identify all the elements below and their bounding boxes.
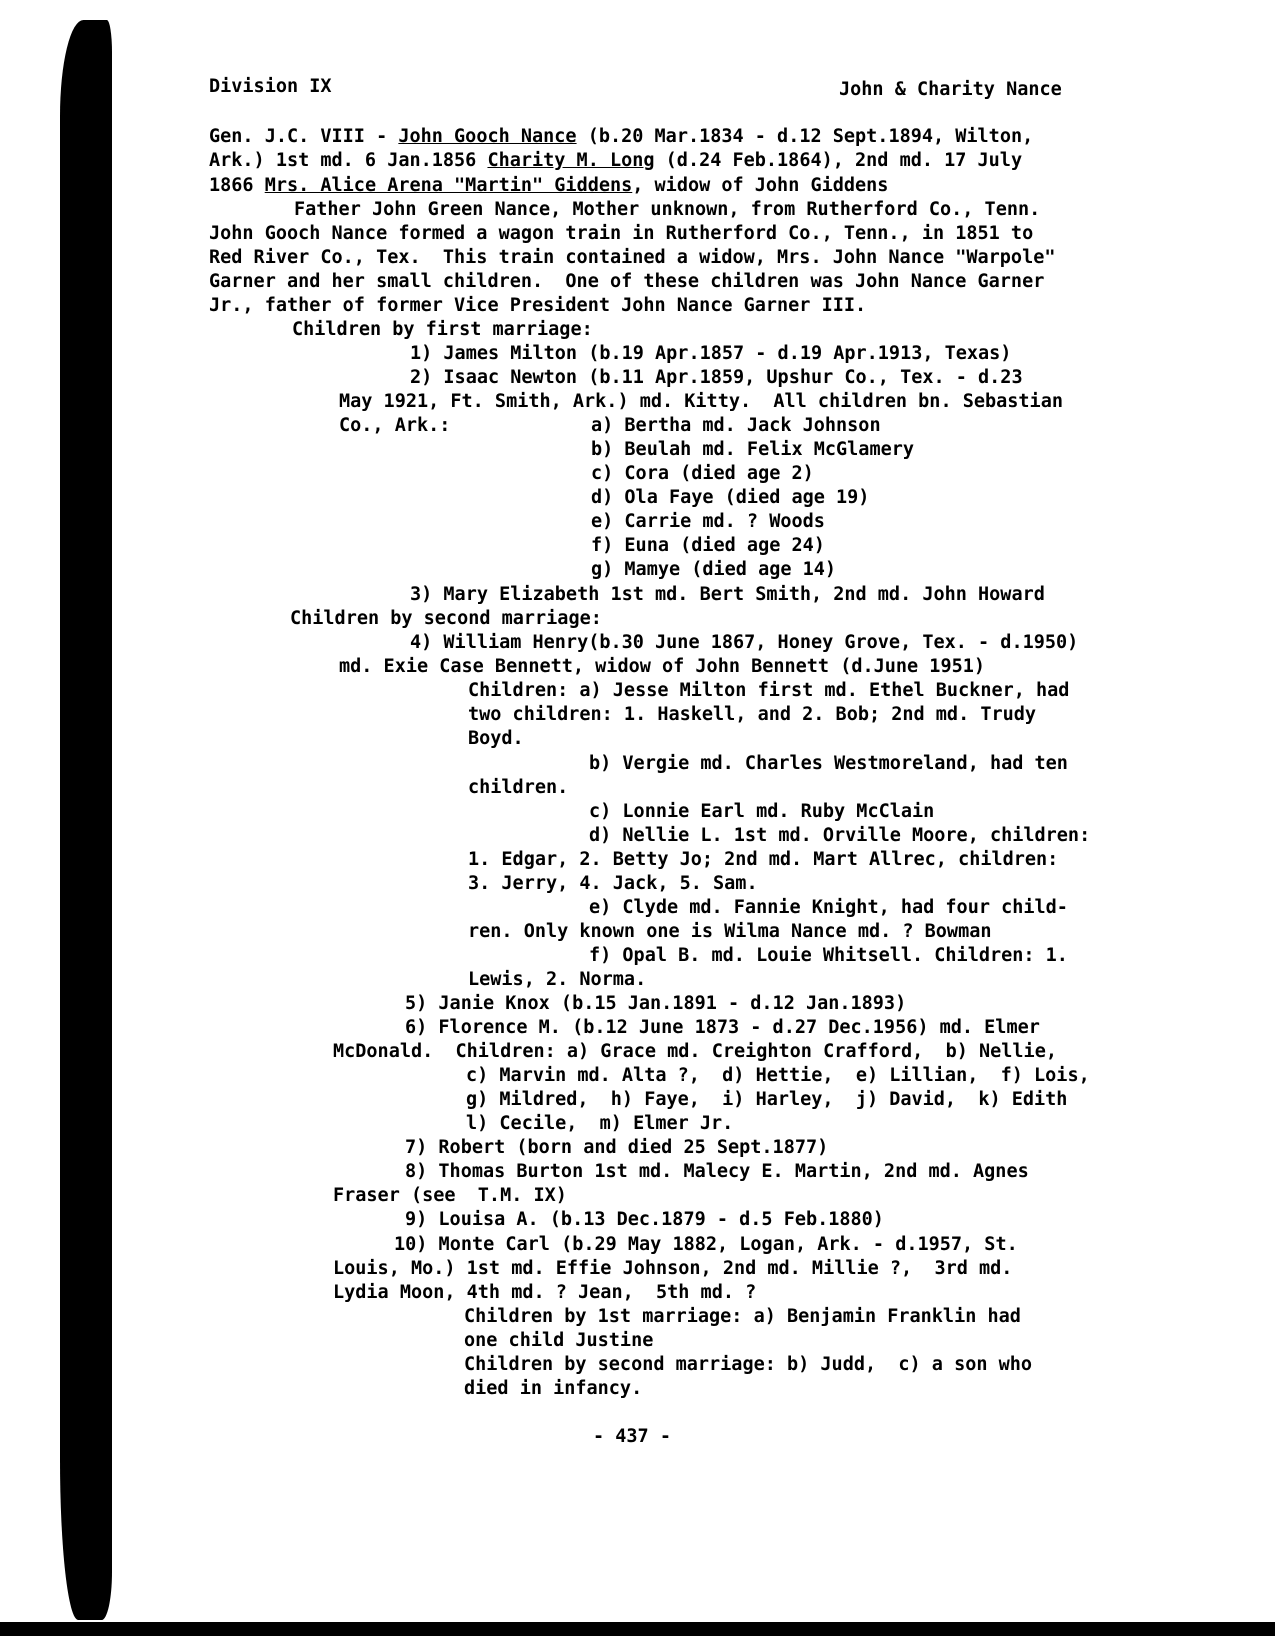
text-line: Boyd. [468, 728, 524, 749]
first-spouse-name: Charity M. Long [487, 150, 655, 171]
grandchild-entry: c) Cora (died age 2) [591, 463, 814, 484]
text-line: md. Exie Case Bennett, widow of John Bennett (d.June 1951) [339, 656, 986, 677]
division-heading: Division IX [209, 76, 332, 97]
text-line: g) Mildred, h) Faye, i) Harley, j) David, k) Edith [466, 1089, 1068, 1110]
text-line: Children by second marriage: b) Judd, c) a son who [464, 1354, 1033, 1375]
grandchild-entry: d) Ola Faye (died age 19) [591, 487, 870, 508]
text-line: McDonald. Children: a) Grace md. Creighton Crafford, b) Nellie, [333, 1041, 1057, 1062]
text-line: Jr., father of former Vice President John Nance Garner III. [209, 295, 867, 316]
text-line: Lewis, 2. Norma. [468, 969, 647, 990]
text-line: Co., Ark.: [339, 415, 451, 436]
text-line: ren. Only known one is Wilma Nance md. ? Bowman [468, 921, 992, 942]
grandchild-entry: b) Vergie md. Charles Westmoreland, had ten [589, 753, 1068, 774]
text-line: Louis, Mo.) 1st md. Effie Johnson, 2nd md. Millie ?, 3rd md. [333, 1258, 1013, 1279]
child-entry: 9) Louisa A. (b.13 Dec.1879 - d.5 Feb.1880) [405, 1209, 884, 1230]
grandchild-entry: g) Mamye (died age 14) [591, 559, 837, 580]
birth-death-info: (b.20 Mar.1834 - d.12 Sept.1894, Wilton, [576, 126, 1034, 147]
child-entry: 3) Mary Elizabeth 1st md. Bert Smith, 2nd md. John Howard [410, 584, 1045, 605]
entry-line-1 [209, 128, 1033, 147]
text-line: Children by 1st marriage: a) Benjamin Franklin had [464, 1306, 1021, 1327]
text-line: Garner and her small children. One of these children was John Nance Garner [209, 271, 1045, 292]
entry-line-2 [209, 152, 1022, 171]
text-line: c) Marvin md. Alta ?, d) Hettie, e) Lillian, f) Lois, [466, 1065, 1090, 1086]
second-marriage-year: 1866 [209, 175, 265, 196]
child-entry: 10) Monte Carl (b.29 May 1882, Logan, Ark. - d.1957, St. [394, 1234, 1018, 1255]
section-heading: Children by first marriage: [292, 319, 593, 340]
text-line: two children: 1. Haskell, and 2. Bob; 2nd md. Trudy [468, 704, 1037, 725]
text-line: John Gooch Nance formed a wagon train in Rutherford Co., Tenn., in 1851 to [209, 223, 1034, 244]
page-number: - 437 - [593, 1426, 671, 1447]
entry-line-3 [209, 177, 888, 196]
text-line: l) Cecile, m) Elmer Jr. [466, 1113, 734, 1134]
family-heading: John & Charity Nance [839, 79, 1062, 100]
child-entry: 2) Isaac Newton (b.11 Apr.1859, Upshur Co., Tex. - d.23 [410, 367, 1023, 388]
grandchild-entry: a) Bertha md. Jack Johnson [591, 415, 881, 436]
child-entry: 4) William Henry(b.30 June 1867, Honey Grove, Tex. - d.1950) [410, 632, 1079, 653]
child-entry: 1) James Milton (b.19 Apr.1857 - d.19 Apr.1913, Texas) [410, 343, 1012, 364]
primary-person-name: John Gooch Nance [398, 126, 577, 147]
grandchild-entry: c) Lonnie Earl md. Ruby McClain [589, 801, 935, 822]
scan-edge-shadow [60, 20, 112, 1620]
section-heading: Children by second marriage: [290, 608, 602, 629]
text-line: May 1921, Ft. Smith, Ark.) md. Kitty. All children bn. Sebastian [339, 391, 1063, 412]
child-entry: 5) Janie Knox (b.15 Jan.1891 - d.12 Jan.1893) [405, 993, 907, 1014]
grandchild-entry: f) Opal B. md. Louie Whitsell. Children: 1. [589, 945, 1068, 966]
text-line: children. [468, 777, 569, 798]
child-entry: 6) Florence M. (b.12 June 1873 - d.27 Dec.1956) md. Elmer [405, 1017, 1040, 1038]
text-line: Fraser (see T.M. IX) [333, 1185, 567, 1206]
second-marriage-info: (d.24 Feb.1864), 2nd md. 17 July [654, 150, 1023, 171]
text-line: Lydia Moon, 4th md. ? Jean, 5th md. ? [333, 1282, 757, 1303]
text-line: Children: a) Jesse Milton first md. Ethel Buckner, had [468, 680, 1070, 701]
second-spouse-note: , widow of John Giddens [632, 175, 889, 196]
text-line: one child Justine [464, 1330, 654, 1351]
grandchild-entry: e) Carrie md. ? Woods [591, 511, 825, 532]
text-line: 3. Jerry, 4. Jack, 5. Sam. [468, 873, 758, 894]
grandchild-entry: e) Clyde md. Fannie Knight, had four child- [589, 897, 1068, 918]
grandchild-entry: f) Euna (died age 24) [591, 535, 825, 556]
text-line: Father John Green Nance, Mother unknown, from Rutherford Co., Tenn. [294, 199, 1041, 220]
child-entry: 7) Robert (born and died 25 Sept.1877) [405, 1137, 829, 1158]
grandchild-entry: b) Beulah md. Felix McGlamery [591, 439, 915, 460]
gen-prefix: Gen. J.C. VIII - [209, 126, 399, 147]
grandchild-entry: d) Nellie L. 1st md. Orville Moore, children: [589, 825, 1091, 846]
text-line: died in infancy. [464, 1378, 643, 1399]
first-marriage-info: Ark.) 1st md. 6 Jan.1856 [209, 150, 488, 171]
text-line: Red River Co., Tex. This train contained a widow, Mrs. John Nance "Warpole" [209, 247, 1056, 268]
text-line: 1. Edgar, 2. Betty Jo; 2nd md. Mart Allrec, children: [468, 849, 1059, 870]
child-entry: 8) Thomas Burton 1st md. Malecy E. Martin, 2nd md. Agnes [405, 1161, 1029, 1182]
second-spouse-name: Mrs. Alice Arena "Martin" Giddens [264, 175, 633, 196]
scan-bottom-edge [0, 1622, 1275, 1636]
